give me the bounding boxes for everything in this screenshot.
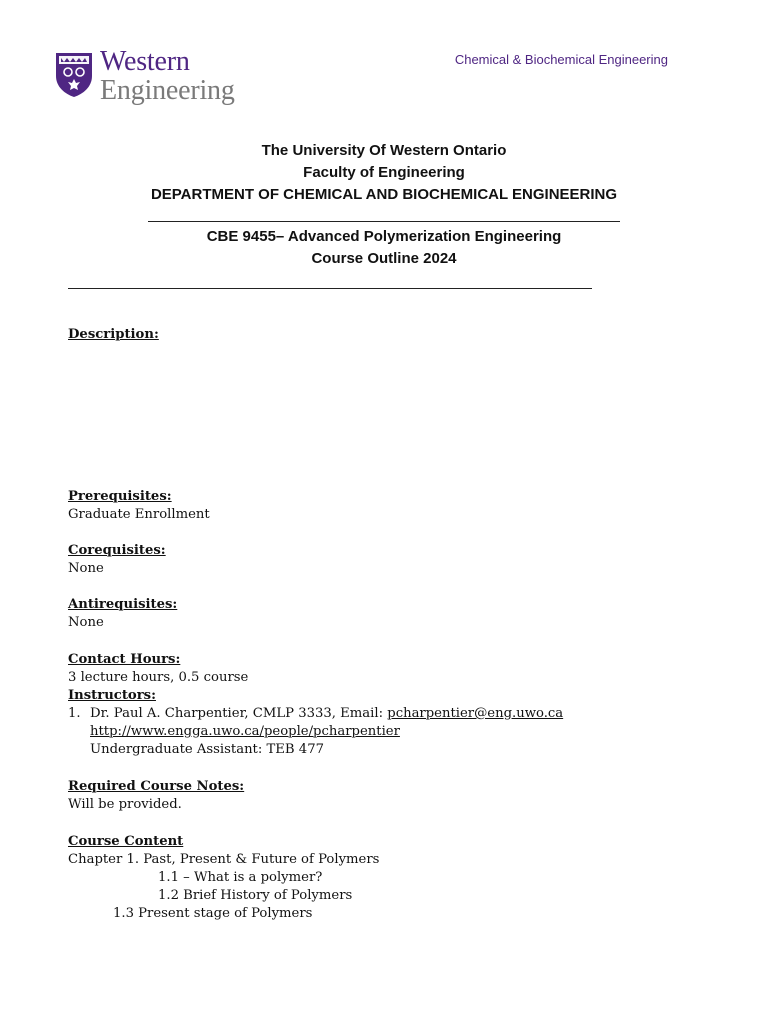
title-block xyxy=(0,140,768,206)
faculty-title: Faculty of Engineering xyxy=(303,164,465,181)
prerequisites-section xyxy=(68,488,210,524)
prerequisites-heading: Prerequisites: xyxy=(68,489,172,504)
corequisites-heading: Corequisites: xyxy=(68,543,166,558)
course-title: CBE 9455– Advanced Polymerization Engineering xyxy=(206,228,562,245)
chapter-1-title: Chapter 1. Past, Present & Future of Polymers xyxy=(68,852,380,867)
contact-hours-text: 3 lecture hours, 0.5 course xyxy=(68,670,249,685)
instructor-number: 1. xyxy=(68,706,81,721)
contact-hours-heading: Contact Hours: xyxy=(68,652,181,667)
brand-western: Western xyxy=(100,46,190,77)
required-notes-section xyxy=(68,778,244,814)
outline-title: Course Outline 2024 xyxy=(311,250,457,267)
department-title: DEPARTMENT OF CHEMICAL AND BIOCHEMICAL ENGINEERING xyxy=(150,186,618,203)
contact-hours-section xyxy=(68,651,563,759)
corequisites-section xyxy=(68,542,166,578)
antirequisites-text: None xyxy=(68,615,104,630)
instructor-entry xyxy=(68,705,563,723)
title-divider-2 xyxy=(68,288,592,289)
prerequisites-text: Graduate Enrollment xyxy=(68,507,210,522)
description-section xyxy=(68,326,159,344)
description-heading: Description: xyxy=(68,327,159,342)
content-item: 1.3 Present stage of Polymers xyxy=(113,906,313,921)
required-notes-heading: Required Course Notes: xyxy=(68,779,245,794)
course-content-section xyxy=(68,833,379,923)
antirequisites-heading: Antirequisites: xyxy=(68,597,178,612)
content-item: 1.2 Brief History of Polymers xyxy=(158,888,353,903)
content-item: 1.1 – What is a polymer? xyxy=(158,870,323,885)
western-engineering-logo xyxy=(54,48,274,108)
instructors-heading: Instructors: xyxy=(68,688,156,703)
brand-engineering: Engineering xyxy=(100,75,235,106)
instructor-email-link[interactable]: pcharpentier@eng.uwo.ca xyxy=(387,706,564,721)
instructor-website-link[interactable]: http://www.engga.uwo.ca/people/pcharpentier xyxy=(90,724,400,739)
department-tagline: Chemical & Biochemical Engineering xyxy=(454,52,668,67)
instructor-url-line xyxy=(68,723,563,741)
university-title: The University Of Western Ontario xyxy=(261,142,507,159)
title-divider-1 xyxy=(148,221,620,222)
antirequisites-section xyxy=(68,596,177,632)
course-content-heading: Course Content xyxy=(68,834,184,849)
undergraduate-assistant: Undergraduate Assistant: TEB 477 xyxy=(90,742,324,757)
western-shield-icon xyxy=(54,50,94,98)
corequisites-text: None xyxy=(68,561,104,576)
instructor-name: Dr. Paul A. Charpentier, CMLP 3333, Email: xyxy=(90,706,388,721)
course-title-block xyxy=(0,226,768,270)
required-notes-text: Will be provided. xyxy=(68,797,182,812)
